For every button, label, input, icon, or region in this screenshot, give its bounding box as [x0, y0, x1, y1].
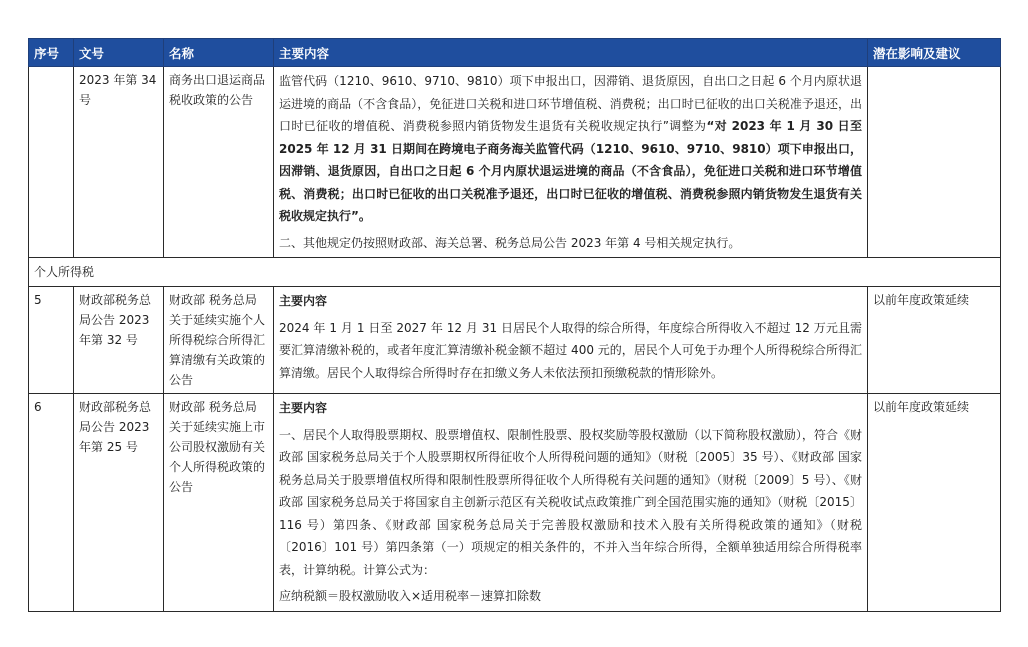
- table-row: [29, 287, 1001, 394]
- col-header-seq: 序号: [29, 39, 74, 67]
- cell-seq: [29, 67, 74, 258]
- cell-impact: [868, 67, 1001, 258]
- col-header-content: 主要内容: [274, 39, 868, 67]
- cell-doc-no: 财政部税务总局公告 2023 年第 25 号: [74, 394, 164, 612]
- content-formula: 应纳税额＝股权激励收入×适用税率－速算扣除数: [279, 589, 542, 603]
- content-heading: 主要内容: [279, 401, 328, 415]
- content-heading: 主要内容: [279, 294, 328, 308]
- col-header-impact: 潜在影响及建议: [868, 39, 1001, 67]
- cell-name: 财政部 税务总局关于延续实施个人所得税综合所得汇算清缴有关政策的公告: [164, 287, 274, 394]
- cell-seq: 5: [29, 287, 74, 394]
- cell-impact: 以前年度政策延续: [868, 287, 1001, 394]
- cell-impact: 以前年度政策延续: [868, 394, 1001, 612]
- cell-content: [274, 67, 868, 258]
- table-row: [29, 394, 1001, 612]
- col-header-name: 名称: [164, 39, 274, 67]
- section-label: 个人所得税: [29, 258, 1001, 287]
- content-bold-end: ”。: [351, 209, 371, 223]
- table-header-row: [29, 39, 1001, 67]
- policy-table: [28, 38, 1001, 612]
- table-row: [29, 67, 1001, 258]
- cell-name: 商务出口退运商品税收政策的公告: [164, 67, 274, 258]
- section-row: [29, 258, 1001, 287]
- content-paragraph: 2024 年 1 月 1 日至 2027 年 12 月 31 日居民个人取得的综合所得，年度综合所得收入不超过 12 万元且需要汇算清缴补税的，或者年度汇算清缴补税金额不超过 400 元的，居民个人可免于办理个人所得税综合所得汇算清缴。居民个人取得综合所得时存在扣缴义务人未依法预扣预缴税款的情形除外。: [279, 320, 862, 380]
- cell-name: 财政部 税务总局关于延续实施上市公司股权激励有关个人所得税政策的公告: [164, 394, 274, 612]
- content-text: 监管代码（1210、9610、9710、9810）项下申报出口，因滞销、退货原因，自出口之日起 6 个月内原状退运进境的商品（不含食品），免征进口关税和进口环节增值税、消费税；出口时已征收的出口关税准予退还，出口时已征收的增值税、消费税参照内销货物发生退货有关税收规定执行”调整为: [279, 74, 862, 133]
- cell-content: [274, 287, 868, 394]
- cell-seq: 6: [29, 394, 74, 612]
- cell-doc-no: 2023 年第 34 号: [74, 67, 164, 258]
- content-paragraph-2: 二、其他规定仍按照财政部、海关总署、税务总局公告 2023 年第 4 号相关规定执行。: [279, 235, 741, 250]
- content-paragraph: 一、居民个人取得股票期权、股票增值权、限制性股票、股权奖励等股权激励（以下简称股权激励），符合《财政部 国家税务总局关于个人股票期权所得征收个人所得税问题的通知》（财税〔2005〕35 号）、《财政部 国家税务总局关于股票增值权所得和限制性股票所得征收个人所得税有关问题的通知》（财税〔2009〕5 号）、《财政部 国家税务总局关于将国家自主创新示范区有关税收试点政策推广到全国范围实施的通知》（财税〔2015〕116 号）第四条、《财政部 国家税务总局关于完善股权激励和技术入股有关所得税政策的通知》（财税〔2016〕101 号）第四条第（一）项规定的相关条件的，不并入当年综合所得，全额单独适用综合所得税率表，计算纳税。计算公式为：: [279, 427, 862, 577]
- col-header-doc-no: 文号: [74, 39, 164, 67]
- content-bold-text: “对 2023 年 1 月 30 日至 2025 年 12 月 31 日期间在跨境电子商务海关监管代码（1210、9610、9710、9810）项下申报出口，因滞销、退货原因，自出口之日起 6 个月内原状退运进境的商品（不含食品），免征进口关税和进口环节增值税、消费税；出口时已征收的出口关税准予退还，出口时已征收的增值税、消费税参照内销货物发生退货有关税收规定执行: [279, 119, 862, 223]
- cell-doc-no: 财政部税务总局公告 2023 年第 32 号: [74, 287, 164, 394]
- content-paragraph: [279, 70, 862, 228]
- cell-content: [274, 394, 868, 612]
